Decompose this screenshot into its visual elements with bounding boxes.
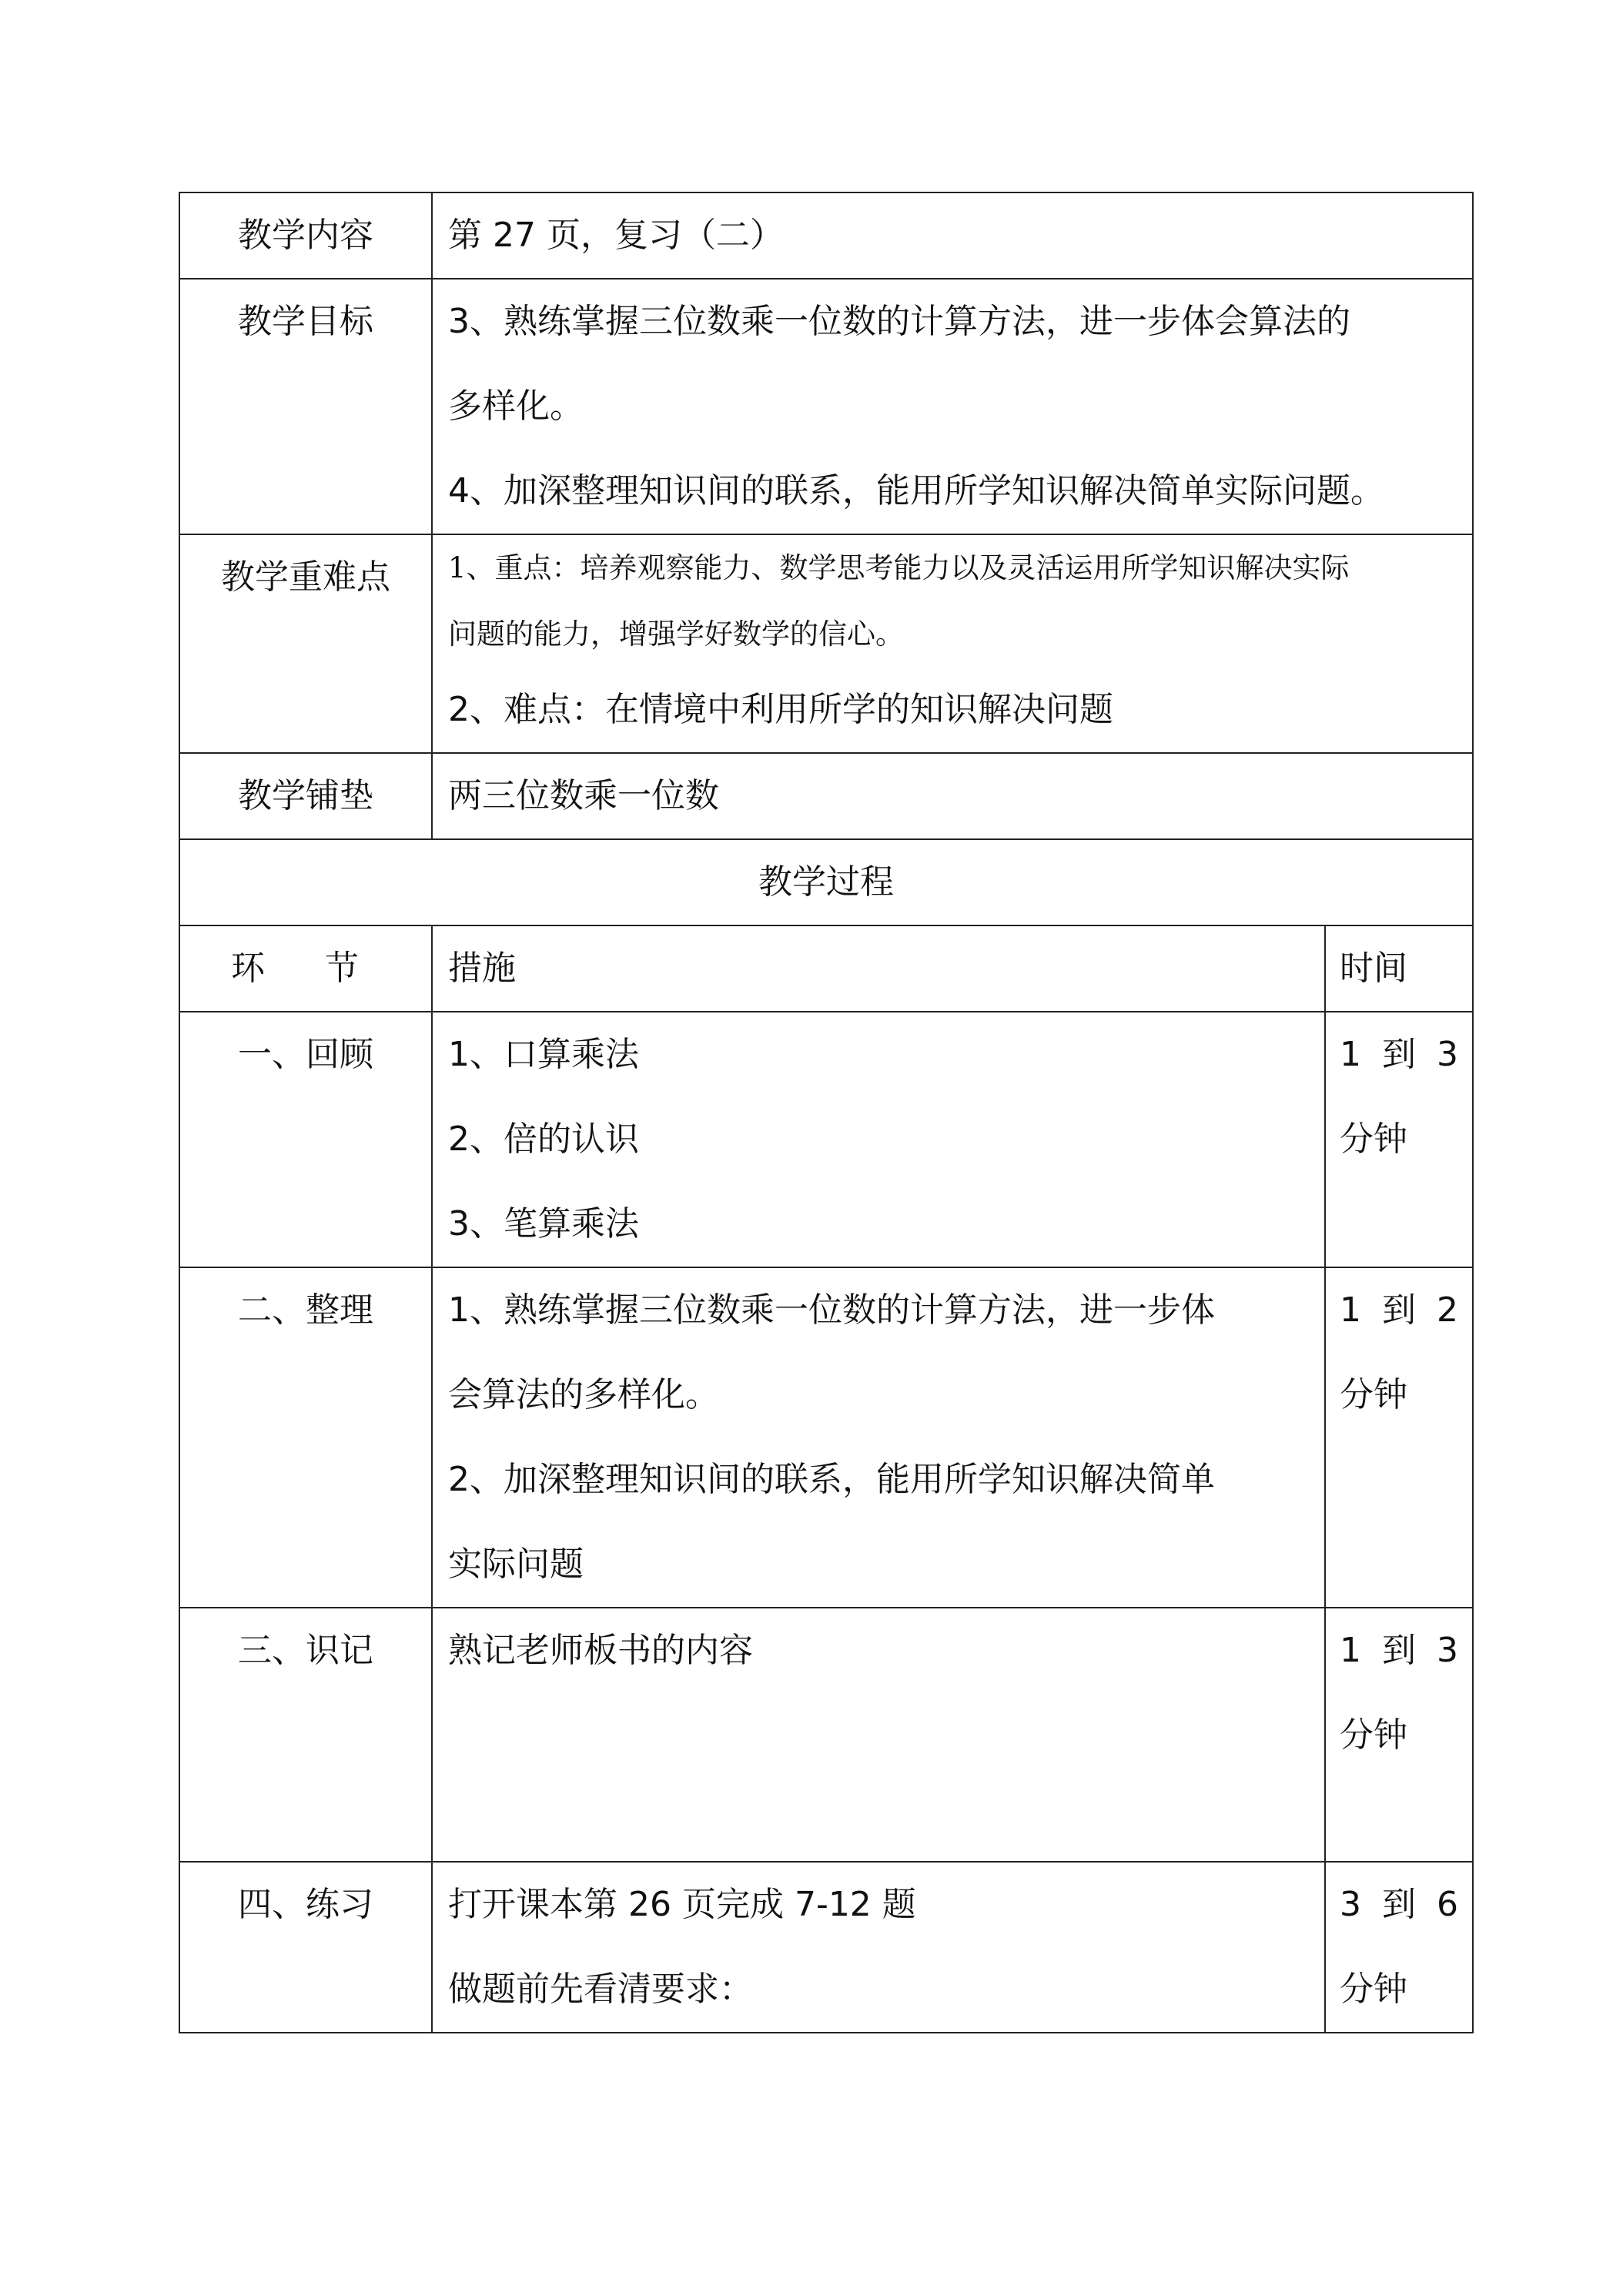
measures-cell xyxy=(432,1267,1325,1608)
goals-row xyxy=(179,279,1473,534)
process-title: 教学过程 xyxy=(179,839,1473,925)
stage-cell: 四、练习 xyxy=(179,1862,432,2033)
time-value: 1 xyxy=(1340,1290,1361,1330)
measure-line: 会算法的多样化。 xyxy=(448,1375,719,1414)
key-point-line: 问题的能力，增强学好数学的信心。 xyxy=(448,618,904,651)
process-row xyxy=(179,1267,1473,1608)
time-cell xyxy=(1325,1012,1473,1267)
time-column-header: 时间 xyxy=(1325,925,1473,1012)
stage-cell: 三、识记 xyxy=(179,1608,432,1862)
time-cell xyxy=(1325,1862,1473,2033)
preparation-row xyxy=(179,753,1473,839)
stage-header-char: 环 xyxy=(231,949,265,988)
measure-line: 熟记老师板书的内容 xyxy=(448,1631,753,1670)
measures-cell xyxy=(432,1012,1325,1267)
time-value: 3 xyxy=(1437,1035,1458,1074)
time-value: 1 xyxy=(1340,1035,1361,1074)
time-value: 6 xyxy=(1437,1885,1458,1924)
time-value: 3 xyxy=(1437,1631,1458,1670)
measure-line: 3、笔算乘法 xyxy=(448,1204,639,1243)
measure-line: 1、熟练掌握三位数乘一位数的计算方法，进一步体 xyxy=(448,1290,1215,1330)
goals-line: 4、加深整理知识间的联系，能用所学知识解决简单实际问题。 xyxy=(448,471,1384,510)
measures-cell xyxy=(432,1862,1325,2033)
content-value: 第 27 页，复习（二） xyxy=(432,192,1473,279)
key-point-line: 1、重点：培养观察能力、数学思考能力以及灵活运用所学知识解决实际 xyxy=(448,551,1350,584)
measure-line: 实际问题 xyxy=(448,1545,584,1584)
difficulty-line: 2、难点：在情境中利用所学的知识解决问题 xyxy=(448,690,1113,729)
time-cell xyxy=(1325,1267,1473,1608)
lesson-plan-table xyxy=(179,192,1474,2033)
stage-header-char: 节 xyxy=(325,949,359,988)
time-value: 2 xyxy=(1437,1290,1458,1330)
goals-line: 多样化。 xyxy=(448,387,584,426)
process-row xyxy=(179,1862,1473,2033)
measure-line: 2、倍的认识 xyxy=(448,1120,639,1159)
process-row xyxy=(179,1012,1473,1267)
stage-column-header xyxy=(179,925,432,1012)
time-unit: 分钟 xyxy=(1340,1120,1407,1159)
measure-line: 1、口算乘法 xyxy=(448,1035,639,1074)
time-unit: 分钟 xyxy=(1340,1715,1407,1755)
time-connector: 到 xyxy=(1382,1885,1416,1924)
goals-line: 3、熟练掌握三位数乘一位数的计算方法，进一步体会算法的 xyxy=(448,302,1350,341)
process-row xyxy=(179,1608,1473,1862)
time-connector: 到 xyxy=(1382,1035,1416,1074)
measure-line: 2、加深整理知识间的联系，能用所学知识解决简单 xyxy=(448,1460,1215,1499)
time-cell xyxy=(1325,1608,1473,1862)
time-value: 3 xyxy=(1340,1885,1361,1924)
time-connector: 到 xyxy=(1382,1631,1416,1670)
process-title-row xyxy=(179,839,1473,925)
goals-content xyxy=(432,279,1473,534)
key-points-label: 教学重难点 xyxy=(179,534,432,753)
process-header-row xyxy=(179,925,1473,1012)
preparation-label: 教学铺垫 xyxy=(179,753,432,839)
key-points-row xyxy=(179,534,1473,753)
key-points-content xyxy=(432,534,1473,753)
measures-cell xyxy=(432,1608,1325,1862)
time-unit: 分钟 xyxy=(1340,1970,1407,2009)
measures-column-header: 措施 xyxy=(432,925,1325,1012)
time-connector: 到 xyxy=(1382,1290,1416,1330)
stage-cell: 二、整理 xyxy=(179,1267,432,1608)
time-value: 1 xyxy=(1340,1631,1361,1670)
measure-line: 做题前先看清要求： xyxy=(448,1970,753,2009)
stage-cell: 一、回顾 xyxy=(179,1012,432,1267)
measure-line: 打开课本第 26 页完成 7-12 题 xyxy=(448,1885,916,1924)
preparation-value: 两三位数乘一位数 xyxy=(432,753,1473,839)
content-label: 教学内容 xyxy=(179,192,432,279)
time-unit: 分钟 xyxy=(1340,1375,1407,1414)
goals-label: 教学目标 xyxy=(179,279,432,534)
content-row xyxy=(179,192,1473,279)
